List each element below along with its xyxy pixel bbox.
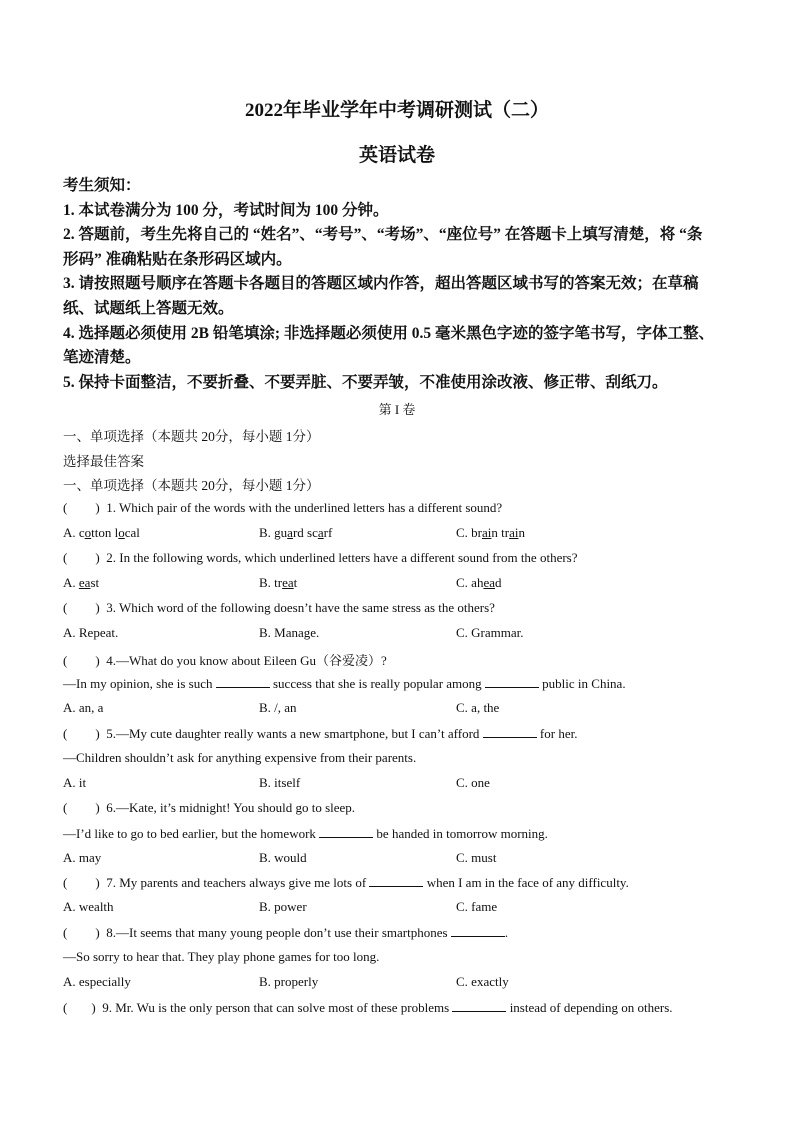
answer-paren: ( ) (63, 600, 100, 615)
question-2-options (63, 575, 743, 593)
option-b: B. treat (259, 575, 298, 590)
notice-line: 笔迹清楚。 (63, 349, 141, 367)
question-5-options (63, 775, 743, 793)
notice-line: 1. 本试卷满分为 100 分，考试时间为 100 分钟。 (63, 201, 389, 219)
notice-line: 4. 选择题必须使用 2B 铅笔填涂; 非选择题必须使用 0.5 毫米黑色字迹的签字笔书写，字体工整、 (63, 324, 715, 342)
candidate-notice (63, 174, 735, 395)
question-1 (63, 500, 502, 516)
answer-paren: ( ) (63, 653, 100, 668)
section-heading-repeat: 一、单项选择（本题共 20分，每小题 1分） (63, 478, 320, 493)
question-4 (63, 650, 387, 669)
question-3-options (63, 625, 743, 643)
question-stem: 4.—What do you know about Eileen Gu（谷爱凌）? (106, 653, 387, 668)
question-2 (63, 550, 578, 566)
notice-line: 3. 请按照题号顺序在答题卡各题目的答题区域内作答，超出答题区域书写的答案无效；在草稿 (63, 275, 699, 293)
option-b: B. guard scarf (259, 525, 333, 540)
answer-blank (369, 874, 423, 887)
answer-paren: ( ) (63, 726, 100, 741)
option-b: B. /, an (259, 700, 297, 715)
section-instruction: 选择最佳答案 (63, 454, 144, 469)
option-b: B. would (259, 850, 307, 865)
question-6 (63, 800, 355, 816)
option-b: B. Manage. (259, 625, 320, 640)
section-heading: 一、单项选择（本题共 20分，每小题 1分） (63, 429, 320, 444)
option-b: B. itself (259, 775, 301, 790)
option-a: A. an, a (63, 700, 104, 715)
question-8-options (63, 974, 743, 992)
option-c: C. Grammar. (456, 625, 524, 640)
answer-blank (216, 675, 270, 688)
answer-paren: ( ) (63, 500, 100, 515)
notice-line: 5. 保持卡面整洁，不要折叠、不要弄脏、不要弄皱，不准使用涂改液、修正带、刮纸刀。 (63, 373, 668, 391)
question-9: ( ) 9. Mr. Wu is the only person that can solve most of these problems instead of depending on others. (63, 1000, 673, 1015)
answer-blank (452, 999, 506, 1012)
question-6-options (63, 850, 743, 868)
option-c: C. exactly (456, 974, 509, 989)
notice-line: 形码” 准确粘贴在条形码区域内。 (63, 250, 292, 268)
answer-blank (483, 725, 537, 738)
answer-paren: ( ) (63, 875, 100, 890)
answer-blank (451, 924, 505, 937)
option-a: A. may (63, 850, 102, 865)
option-a: A. cotton local (63, 525, 140, 540)
option-c: C. one (456, 775, 490, 790)
option-a: A. especially (63, 974, 131, 989)
question-4-dialogue: —In my opinion, she is such success that she is really popular among public in China. (63, 676, 626, 691)
option-a: A. wealth (63, 899, 114, 914)
question-stem: 6.—Kate, it’s midnight! You should go to sleep. (106, 800, 356, 815)
notice-line: 2. 答题前，考生先将自己的 “姓名”、“考号”、“考场”、“座位号” 在答题卡上填写清楚，将 “条 (63, 226, 703, 244)
question-7: ( ) 7. My parents and teachers always give me lots of when I am in the face of any difficulty. (63, 875, 629, 890)
question-5-dialogue: —Children shouldn’t ask for anything expensive from their parents. (63, 750, 417, 765)
question-stem: 2. In the following words, which underlined letters have a different sound from the others? (106, 550, 578, 565)
answer-blank (485, 675, 539, 688)
question-8-dialogue: —So sorry to hear that. They play phone games for too long. (63, 949, 380, 964)
answer-paren: ( ) (63, 1000, 96, 1015)
option-c: C. brain train (456, 525, 525, 540)
question-6-dialogue: —I’d like to go to bed earlier, but the homework be handed in tomorrow morning. (63, 826, 548, 841)
volume-label: 第 I 卷 (378, 402, 416, 417)
option-a: A. it (63, 775, 87, 790)
option-c: C. a, the (456, 700, 500, 715)
question-1-options (63, 525, 743, 543)
notice-line: 纸、试题纸上答题无效。 (63, 299, 234, 317)
question-5: ( ) 5.—My cute daughter really wants a new smartphone, but I can’t afford for her. (63, 726, 578, 741)
answer-paren: ( ) (63, 925, 100, 940)
answer-blank (319, 825, 373, 838)
exam-subtitle: 英语试卷 (358, 145, 435, 166)
option-b: B. properly (259, 974, 319, 989)
question-stem: 1. Which pair of the words with the underlined letters has a different sound? (106, 500, 503, 515)
option-c: C. fame (456, 899, 498, 914)
question-3 (63, 600, 495, 616)
question-stem: 3. Which word of the following doesn’t have the same stress as the others? (106, 600, 495, 615)
answer-paren: ( ) (63, 800, 100, 815)
option-a: A. Repeat. (63, 625, 119, 640)
question-4-options (63, 700, 743, 718)
question-7-options (63, 899, 743, 917)
answer-paren: ( ) (63, 550, 100, 565)
option-c: C. ahead (456, 575, 502, 590)
question-8: ( ) 8.—It seems that many young people don’t use their smartphones . (63, 925, 509, 940)
option-c: C. must (456, 850, 497, 865)
notice-heading: 考生须知： (63, 177, 141, 194)
exam-title: 2022年毕业学年中考调研测试（二） (244, 100, 549, 121)
option-a: A. east (63, 575, 100, 590)
option-b: B. power (259, 899, 307, 914)
